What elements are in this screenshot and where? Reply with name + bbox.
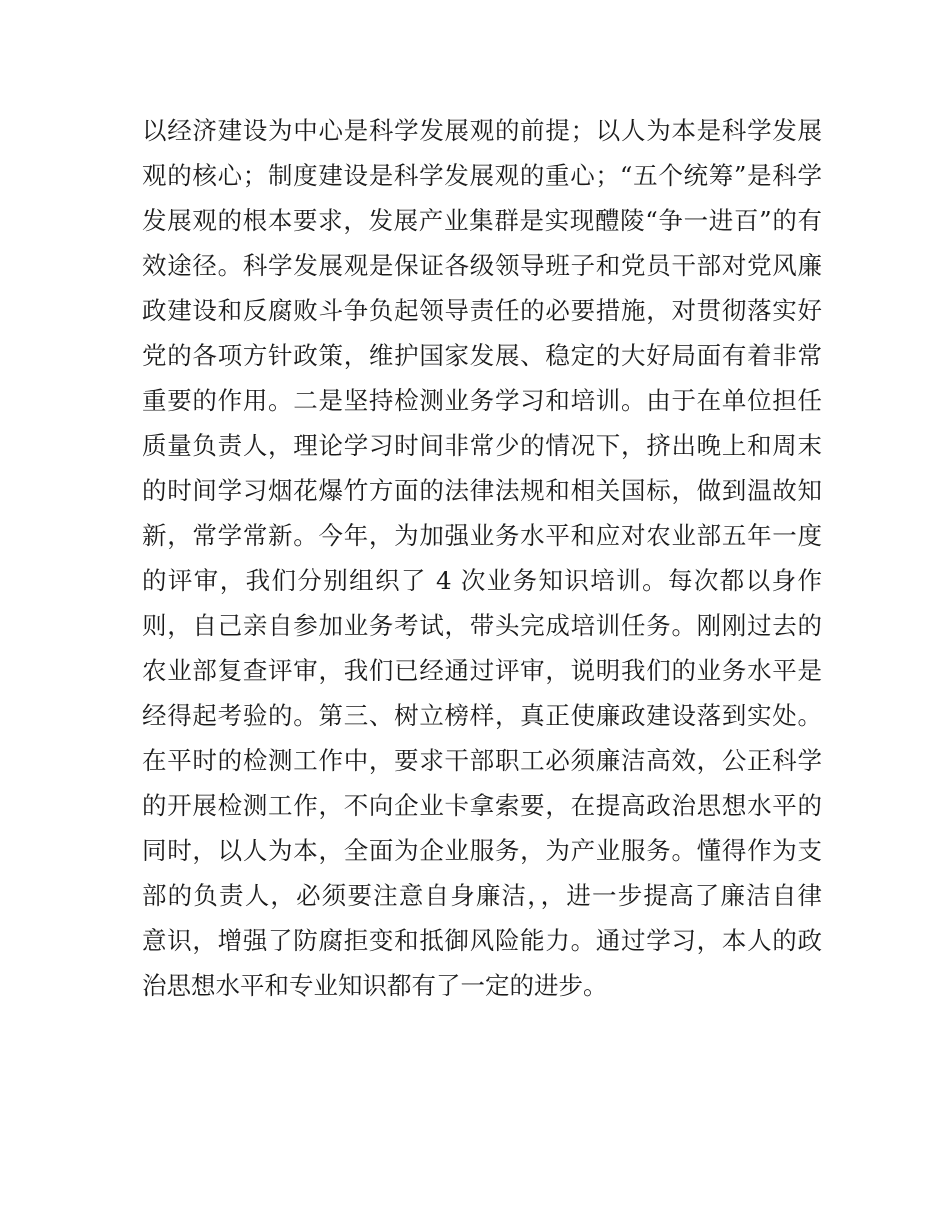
text-line: 发展观的根本要求，发展产业集群是实现醴陵“争一进百”的有: [142, 206, 822, 235]
text-line: 党的各项方针政策，维护国家发展、稳定的大好局面有着非常: [142, 341, 822, 370]
text-line: 意识，增强了防腐拒变和抵御风险能力。通过学习，本人的政: [142, 926, 822, 955]
text-line: 则，自己亲自参加业务考试，带头完成培训任务。刚刚过去的: [142, 611, 822, 640]
text-line: 治思想水平和专业知识都有了一定的进步。: [142, 971, 608, 1000]
text-line: 部的负责人，必须要注意自身廉洁，，进一步提高了廉洁自律: [142, 881, 822, 910]
text-line: 以经济建设为中心是科学发展观的前提；以人为本是科学发展: [142, 116, 822, 145]
text-line: 质量负责人，理论学习时间非常少的情况下，挤出晚上和周末: [142, 431, 822, 460]
text-line: 新，常学常新。今年，为加强业务水平和应对农业部五年一度: [142, 521, 822, 550]
text-line: 重要的作用。二是坚持检测业务学习和培训。由于在单位担任: [142, 386, 822, 415]
text-line: 政建设和反腐败斗争负起领导责任的必要措施，对贯彻落实好: [142, 296, 822, 325]
text-line: 农业部复查评审，我们已经通过评审，说明我们的业务水平是: [142, 656, 822, 685]
text-line: 的开展检测工作，不向企业卡拿索要，在提高政治思想水平的: [142, 791, 822, 820]
text-line: 观的核心；制度建设是科学发展观的重心；“五个统筹”是科学: [142, 161, 822, 190]
text-line: 效途径。科学发展观是保证各级领导班子和党员干部对党风廉: [142, 251, 822, 280]
text-line: 在平时的检测工作中，要求干部职工必须廉洁高效，公正科学: [142, 746, 822, 775]
text-line: 同时，以人为本，全面为企业服务，为产业服务。懂得作为支: [142, 836, 822, 865]
body-paragraph: [142, 108, 822, 1008]
text-line: 经得起考验的。第三、树立榜样，真正使廉政建设落到实处。: [142, 701, 822, 730]
text-line: 的时间学习烟花爆竹方面的法律法规和相关国标，做到温故知: [142, 476, 822, 505]
text-line: 的评审，我们分别组织了 4 次业务知识培训。每次都以身作: [142, 566, 822, 595]
